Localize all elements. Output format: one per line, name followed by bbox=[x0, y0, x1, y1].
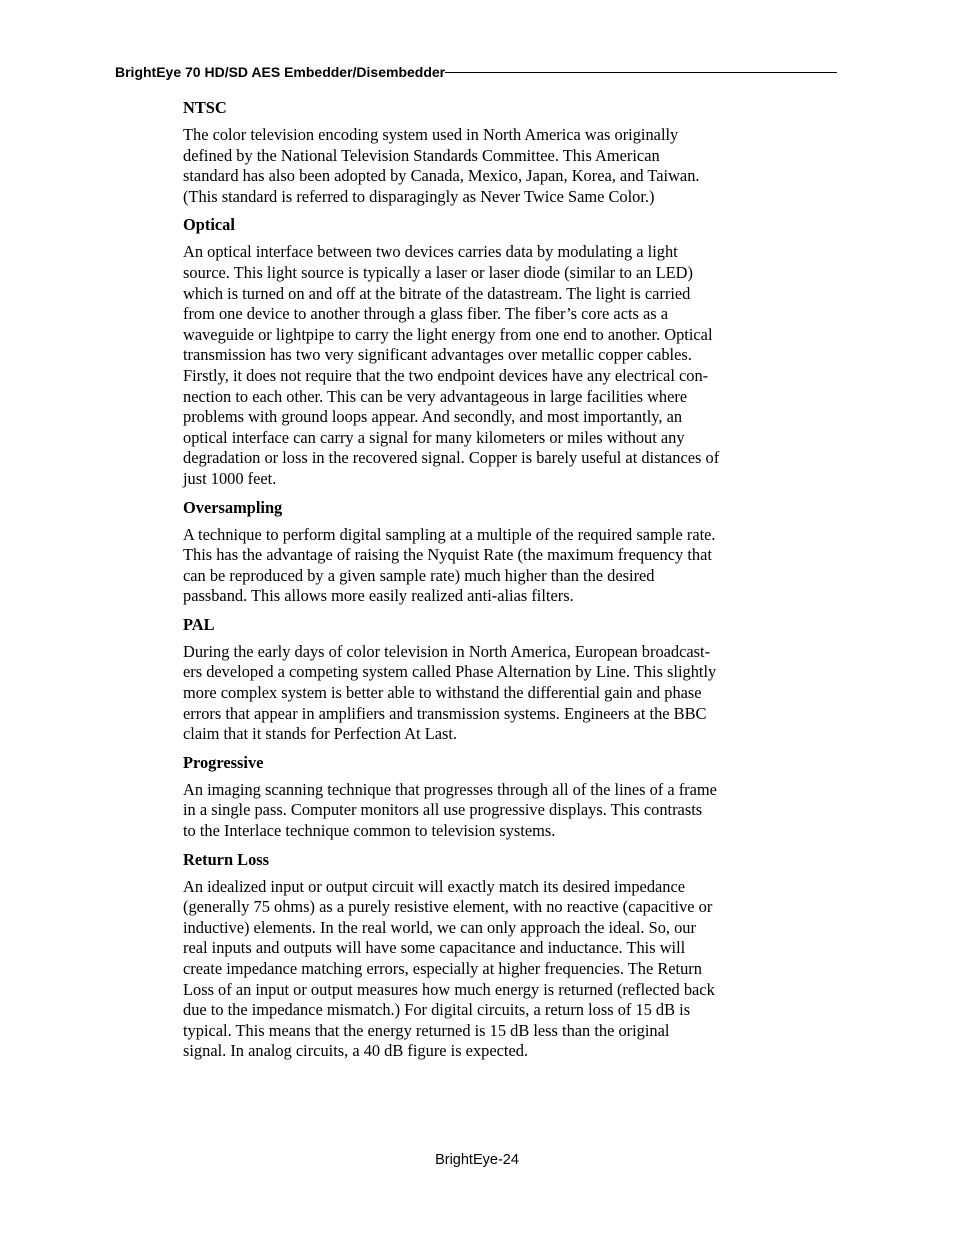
definition-line: typical. This means that the energy returned is 15 dB less than the original bbox=[183, 1020, 670, 1040]
definition-line: A technique to perform digital sampling at a multiple of the required sample rate. bbox=[183, 524, 716, 544]
definition-line: problems with ground loops appear. And secondly, and most importantly, an bbox=[183, 407, 683, 427]
definition-line: optical interface can carry a signal for many kilometers or miles without any bbox=[183, 427, 685, 447]
glossary-entry bbox=[183, 849, 840, 1062]
glossary-definition bbox=[183, 525, 840, 607]
definition-line: passband. This allows more easily realized anti-alias filters. bbox=[183, 586, 574, 606]
glossary-content bbox=[183, 97, 840, 1069]
glossary-entry bbox=[183, 214, 840, 489]
definition-line: to the Interlace technique common to television systems. bbox=[183, 821, 556, 841]
definition-line: The color television encoding system used in North America was originally bbox=[183, 125, 679, 144]
definition-line: create impedance matching errors, especially at higher frequencies. The Return bbox=[183, 959, 702, 978]
header-rule bbox=[445, 72, 837, 73]
glossary-entry bbox=[183, 752, 840, 842]
definition-line: in a single pass. Computer monitors all use progressive displays. This contrasts bbox=[183, 800, 703, 820]
definition-line: An optical interface between two devices carries data by modulating a light bbox=[183, 242, 678, 262]
glossary-term: NTSC bbox=[183, 98, 227, 117]
page-number: BrightEye-24 bbox=[435, 1152, 519, 1168]
glossary-term: PAL bbox=[183, 614, 215, 634]
glossary-entry bbox=[183, 614, 840, 745]
definition-line: signal. In analog circuits, a 40 dB figure is expected. bbox=[183, 1041, 529, 1061]
definition-line: degradation or loss in the recovered signal. Copper is barely useful at distances of bbox=[183, 448, 720, 468]
glossary-definition bbox=[183, 242, 840, 489]
definition-line: from one device to another through a glass fiber. The fiber’s core acts as a bbox=[183, 304, 669, 324]
glossary-definition bbox=[183, 877, 840, 1062]
definition-line: errors that appear in amplifiers and transmission systems. Engineers at the BBC bbox=[183, 703, 707, 723]
glossary-definition bbox=[183, 780, 840, 842]
glossary-definition bbox=[183, 125, 840, 207]
glossary-definition bbox=[183, 642, 840, 745]
definition-line: waveguide or lightpipe to carry the light energy from one end to another. Optical bbox=[183, 324, 713, 344]
glossary-entry bbox=[183, 97, 840, 207]
definition-line: An idealized input or output circuit will exactly match its desired impedance bbox=[183, 876, 686, 896]
document-title: BrightEye 70 HD/SD AES Embedder/Disembedder bbox=[115, 64, 446, 80]
definition-line: nection to each other. This can be very advantageous in large facilities where bbox=[183, 386, 688, 406]
definition-line: (generally 75 ohms) as a purely resistive element, with no reactive (capacitive or bbox=[183, 897, 713, 917]
definition-line: source. This light source is typically a laser or laser diode (similar to an LED) bbox=[183, 262, 693, 282]
definition-line: defined by the National Television Standards Committee. This American bbox=[183, 145, 660, 165]
definition-line: inductive) elements. In the real world, we can only approach the ideal. So, our bbox=[183, 917, 696, 937]
definition-line: During the early days of color television in North America, European broadcast- bbox=[183, 641, 711, 661]
definition-line: Firstly, it does not require that the two endpoint devices have any electrical con- bbox=[183, 365, 709, 385]
definition-line: An imaging scanning technique that progresses through all of the lines of a frame bbox=[183, 779, 717, 799]
definition-line: standard has also been adopted by Canada, Mexico, Japan, Korea, and Taiwan. bbox=[183, 166, 700, 186]
definition-line: This has the advantage of raising the Nyquist Rate (the maximum frequency that bbox=[183, 545, 712, 565]
definition-line: more complex system is better able to withstand the differential gain and phase bbox=[183, 683, 702, 703]
definition-line: Loss of an input or output measures how much energy is returned (reflected back bbox=[183, 979, 715, 999]
definition-line: which is turned on and off at the bitrate of the datastream. The light is carried bbox=[183, 283, 691, 303]
definition-line: due to the impedance mismatch.) For digital circuits, a return loss of 15 dB is bbox=[183, 1000, 691, 1020]
definition-line: ers developed a competing system called Phase Alternation by Line. This slightly bbox=[183, 662, 717, 682]
definition-line: real inputs and outputs will have some capacitance and inductance. This will bbox=[183, 938, 686, 958]
definition-line: transmission has two very significant advantages over metallic copper cables. bbox=[183, 345, 692, 365]
glossary-term: Optical bbox=[183, 215, 235, 235]
glossary-term: Return Loss bbox=[183, 849, 270, 869]
definition-line: can be reproduced by a given sample rate) much higher than the desired bbox=[183, 565, 655, 585]
definition-line: just 1000 feet. bbox=[183, 468, 277, 488]
running-header bbox=[115, 63, 837, 81]
definition-line: claim that it stands for Perfection At Last. bbox=[183, 724, 458, 744]
glossary-term: Oversampling bbox=[183, 497, 283, 517]
glossary-entry bbox=[183, 497, 840, 607]
glossary-term: Progressive bbox=[183, 752, 264, 772]
definition-line: (This standard is referred to disparagingly as Never Twice Same Color.) bbox=[183, 186, 655, 206]
